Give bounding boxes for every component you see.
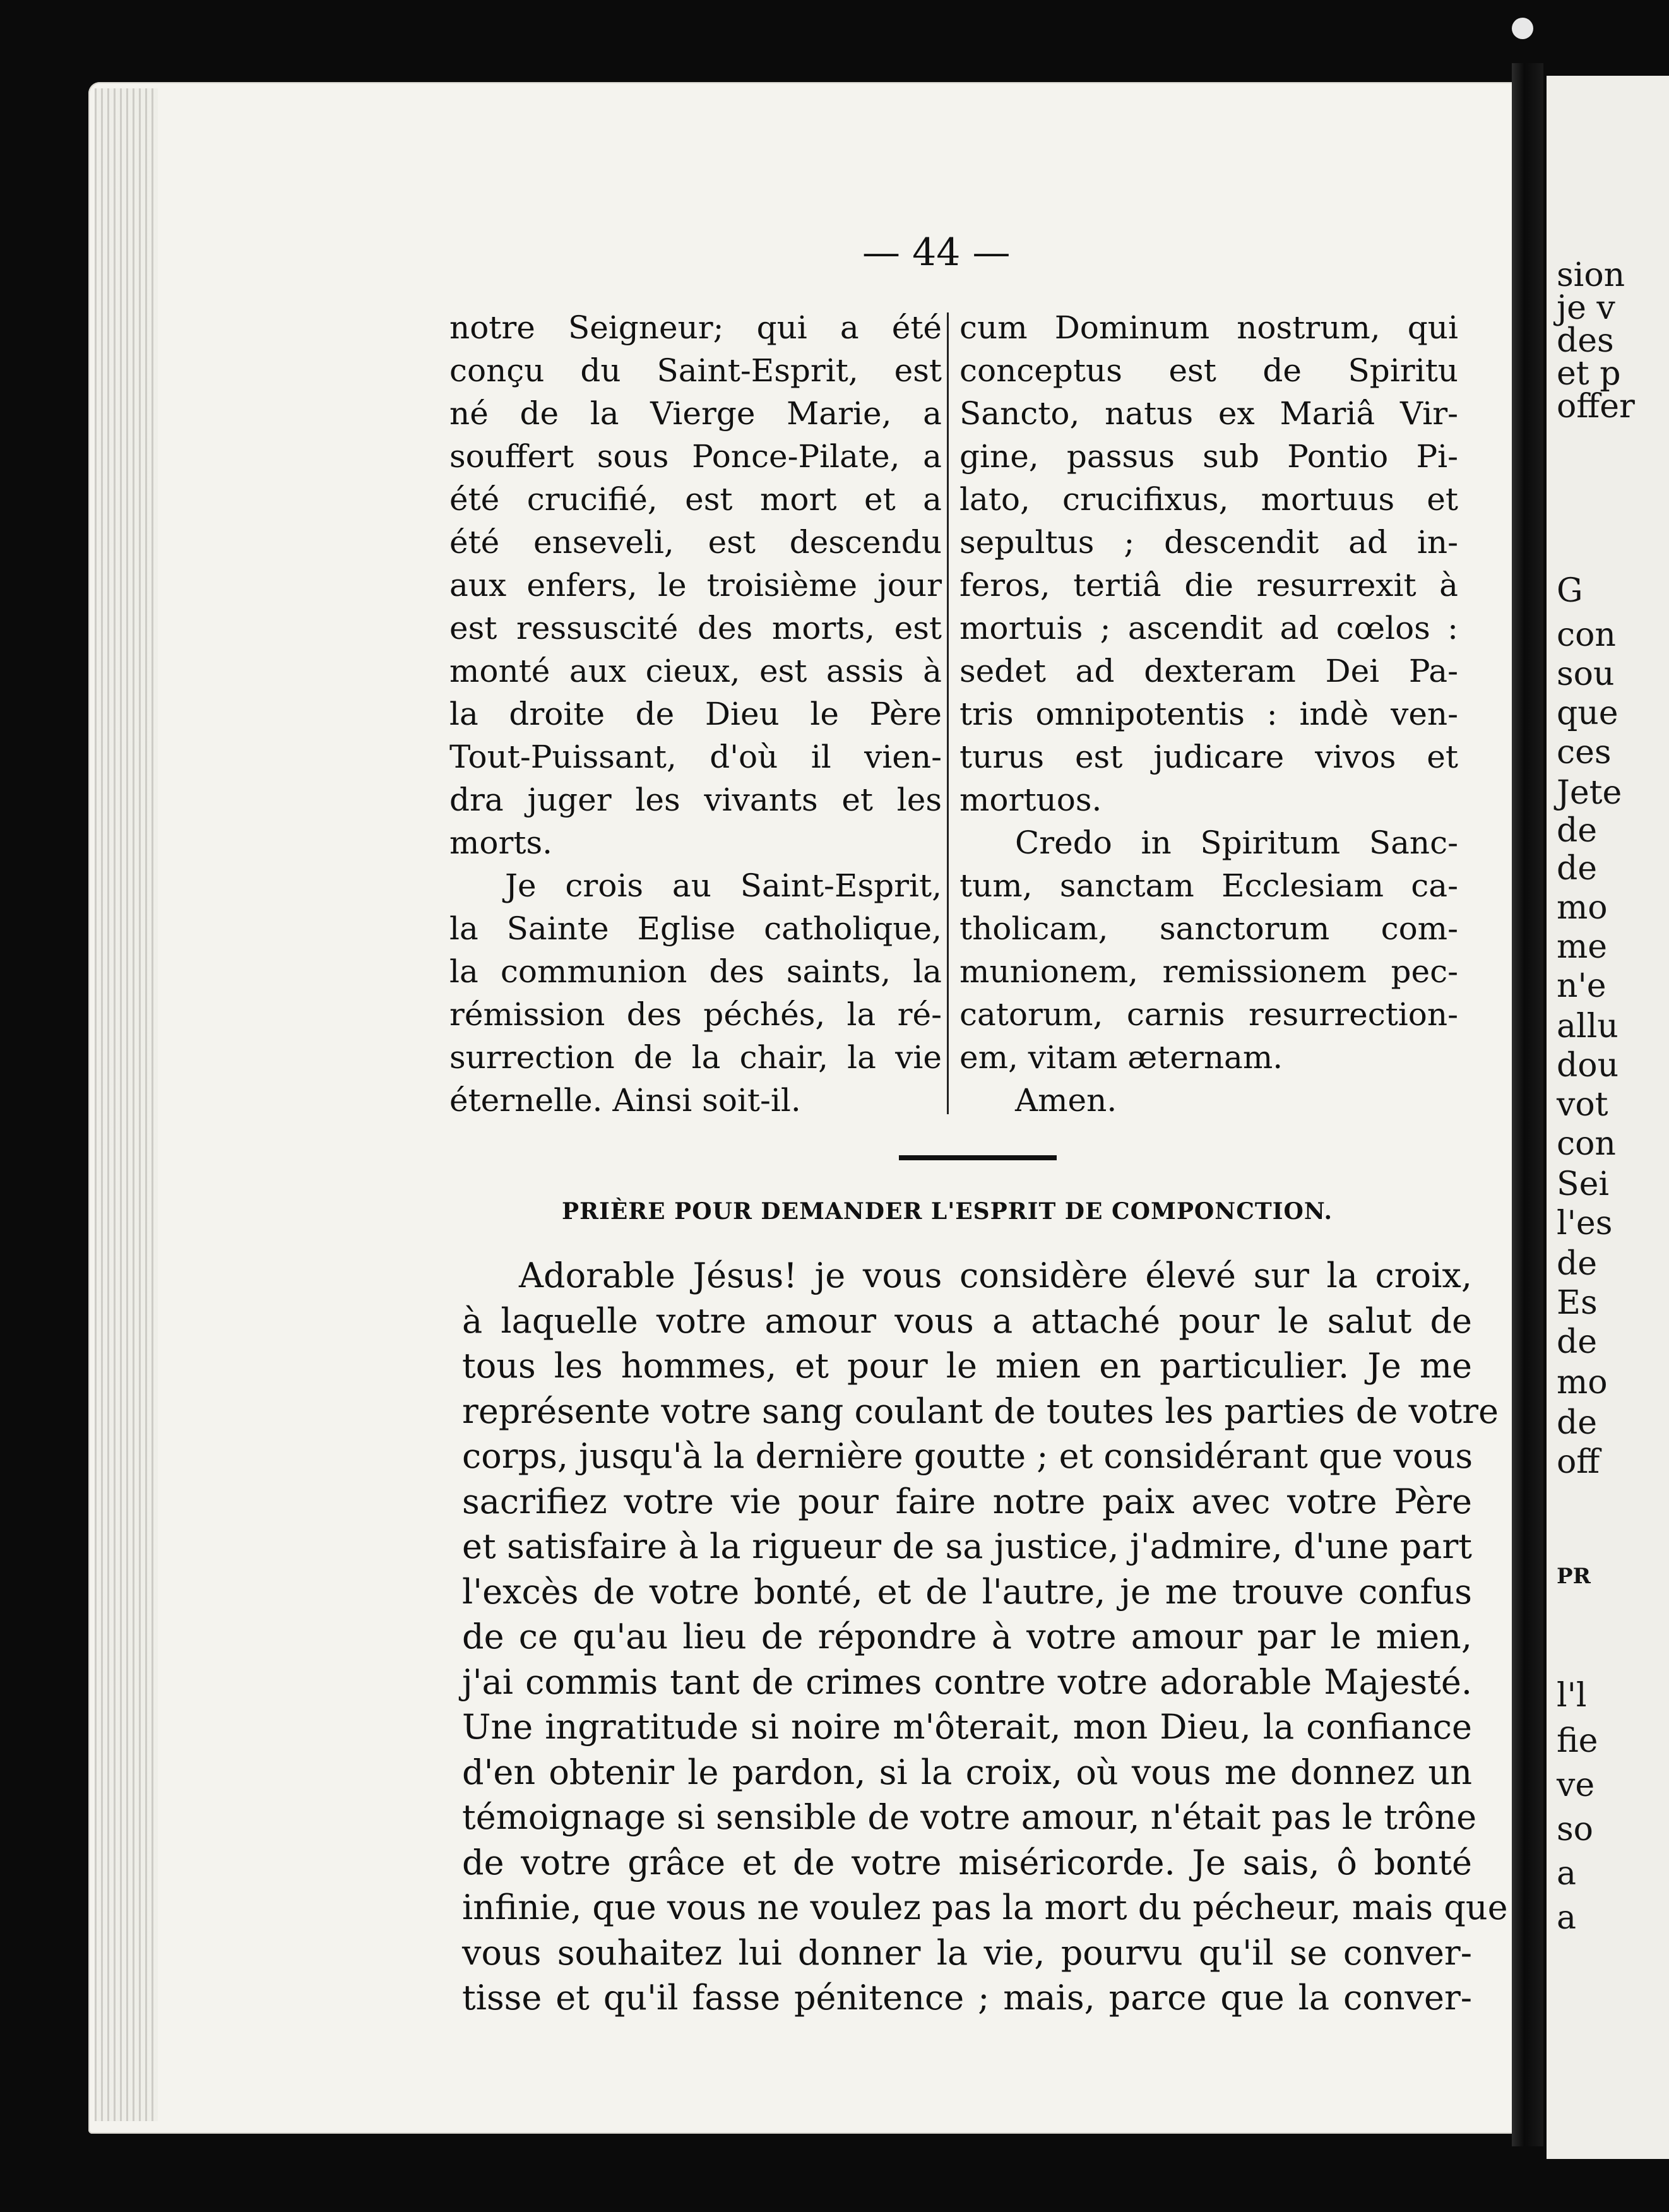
next-page-text: l'es: [1557, 1204, 1613, 1242]
latin-line: mortuos.: [959, 782, 1102, 818]
french-line: aux enfers, le troisième jour: [449, 567, 942, 604]
french-line: Tout-Puissant, d'où il vien-: [449, 739, 942, 775]
next-page-fragment: [1547, 76, 1669, 2159]
prayer-line: et satisfaire à la rigueur de sa justice, j'admire, d'une part: [462, 1526, 1472, 1566]
next-page-text: fie: [1557, 1722, 1598, 1760]
prayer-line: d'en obtenir le pardon, si la croix, où vous me donnez un: [462, 1752, 1472, 1792]
next-page-text: de: [1557, 812, 1598, 850]
next-page-text: sion: [1557, 256, 1625, 294]
french-line: monté aux cieux, est assis à: [449, 653, 942, 689]
prayer-line: tous les hommes, et pour le mien en particulier. Je me: [462, 1346, 1472, 1386]
french-line: éternelle. Ainsi soit-il.: [449, 1082, 801, 1119]
french-column: [449, 306, 942, 1122]
french-line: conçu du Saint-Esprit, est: [449, 352, 942, 389]
next-page-text: de: [1557, 1404, 1598, 1442]
latin-line: tris omnipotentis : indè ven-: [959, 696, 1458, 732]
prayer-line: de ce qu'au lieu de répondre à votre amour par le mien,: [462, 1617, 1472, 1656]
next-page-text: de: [1557, 1245, 1598, 1283]
latin-line: feros, tertiâ die resurrexit à: [959, 567, 1458, 604]
next-page-text: allu: [1557, 1008, 1619, 1045]
next-page-text: mo: [1557, 889, 1608, 927]
prayer-line: l'excès de votre bonté, et de l'autre, je me trouve confus: [462, 1571, 1472, 1612]
next-page-text: sou: [1557, 655, 1615, 693]
next-page-text: ve: [1557, 1766, 1595, 1804]
latin-line: cum Dominum nostrum, qui: [959, 309, 1458, 346]
latin-line: conceptus est de Spiritu: [959, 352, 1458, 389]
french-line: la Sainte Eglise catholique,: [449, 910, 942, 947]
next-page-text: de: [1557, 850, 1598, 888]
latin-line: tholicam, sanctorum com-: [959, 910, 1458, 947]
next-page-text: Sei: [1557, 1165, 1610, 1203]
latin-line: sedet ad dexteram Dei Pa-: [959, 653, 1458, 689]
next-page-text: vot: [1557, 1086, 1608, 1124]
next-page-text: offer: [1557, 388, 1635, 425]
latin-line: turus est judicare vivos et: [959, 739, 1458, 775]
next-page-text: Jete: [1557, 774, 1622, 812]
next-page-text: a: [1557, 1855, 1577, 1893]
prayer-heading: PRIÈRE POUR DEMANDER L'ESPRIT DE COMPONCTION.: [562, 1198, 1333, 1225]
next-page-text: con: [1557, 1125, 1616, 1163]
book-gutter: [1512, 63, 1543, 2146]
latin-column: [959, 306, 1458, 1122]
prayer-line: Adorable Jésus! je vous considère élevé sur la croix,: [519, 1256, 1472, 1295]
latin-line: em, vitam æternam.: [959, 1039, 1283, 1076]
next-page-text: ces: [1557, 734, 1612, 771]
french-line: surrection de la chair, la vie: [449, 1039, 942, 1076]
prayer-line: tisse et qu'il fasse pénitence ; mais, parce que la conver-: [462, 1978, 1472, 2018]
french-line: été enseveli, est descendu: [449, 524, 942, 561]
latin-line: Credo in Spiritum Sanc-: [1015, 824, 1458, 861]
french-line: Je crois au Saint-Esprit,: [505, 867, 942, 904]
prayer-line: infinie, que vous ne voulez pas la mort du pécheur, mais que: [462, 1888, 1508, 1927]
next-page-text: G: [1557, 572, 1583, 610]
latin-line: gine, passus sub Pontio Pi-: [959, 438, 1458, 475]
next-page-text: Es: [1557, 1284, 1598, 1322]
next-page-text: des: [1557, 322, 1614, 360]
french-line: notre Seigneur; qui a été: [449, 309, 942, 346]
prayer-line: de votre grâce et de votre miséricorde. Je sais, ô bonté: [462, 1842, 1472, 1882]
latin-line: tum, sanctam Ecclesiam ca-: [959, 867, 1458, 904]
column-divider: [947, 312, 949, 1114]
next-page-text: mo: [1557, 1364, 1608, 1401]
next-page-text: me: [1557, 928, 1608, 966]
scan-speck: [1512, 18, 1533, 39]
prayer-line: sacrifiez votre vie pour faire notre paix avec votre Père: [462, 1481, 1472, 1521]
next-page-text: l'l: [1557, 1677, 1587, 1715]
prayer-line: représente votre sang coulant de toutes les parties de votre: [462, 1391, 1499, 1431]
prayer-line: à laquelle votre amour vous a attaché pour le salut de: [462, 1300, 1472, 1341]
next-page-text: con: [1557, 616, 1616, 654]
french-line: né de la Vierge Marie, a: [449, 395, 942, 432]
next-page-text: dou: [1557, 1047, 1619, 1085]
next-page-text: a: [1557, 1899, 1577, 1937]
french-line: rémission des péchés, la ré-: [449, 996, 942, 1033]
latin-line: munionem, remissionem pec-: [959, 953, 1458, 990]
prayer-line: vous souhaitez lui donner la vie, pourvu qu'il se conver-: [462, 1932, 1472, 1973]
section-separator: [899, 1155, 1057, 1160]
french-line: est ressuscité des morts, est: [449, 610, 942, 646]
french-line: été crucifié, est mort et a: [449, 481, 942, 518]
next-page-text: PR: [1557, 1564, 1591, 1589]
latin-line: Sancto, natus ex Mariâ Vir-: [959, 395, 1458, 432]
prayer-line: Une ingratitude si noire m'ôterait, mon Dieu, la confiance: [462, 1707, 1472, 1747]
page-number: — 44 —: [862, 230, 1011, 275]
next-page-text: et p: [1557, 355, 1621, 393]
french-line: souffert sous Ponce-Pilate, a: [449, 438, 942, 475]
french-line: la communion des saints, la: [449, 953, 942, 990]
latin-line: Amen.: [1015, 1082, 1117, 1119]
page-edges: [95, 88, 158, 2121]
prayer-body: [462, 1253, 1508, 2021]
french-line: dra juger les vivants et les: [449, 782, 942, 818]
next-page-text: n'e: [1557, 967, 1607, 1005]
french-line: la droite de Dieu le Père: [449, 696, 942, 732]
latin-line: sepultus ; descendit ad in-: [959, 524, 1458, 561]
next-page-text: de: [1557, 1323, 1598, 1361]
next-page-text: je v: [1557, 289, 1615, 327]
prayer-line: j'ai commis tant de crimes contre votre adorable Majesté.: [462, 1662, 1472, 1702]
prayer-line: témoignage si sensible de votre amour, n'était pas le trône: [462, 1797, 1477, 1837]
latin-line: lato, crucifixus, mortuus et: [959, 481, 1458, 518]
latin-line: catorum, carnis resurrection-: [959, 996, 1458, 1033]
french-line: morts.: [449, 824, 553, 861]
next-page-text: off: [1557, 1443, 1600, 1481]
prayer-line: corps, jusqu'à la dernière goutte ; et considérant que vous: [462, 1436, 1473, 1476]
latin-line: mortuis ; ascendit ad cœlos :: [959, 610, 1458, 646]
next-page-text: so: [1557, 1811, 1593, 1848]
next-page-text: que: [1557, 694, 1619, 732]
